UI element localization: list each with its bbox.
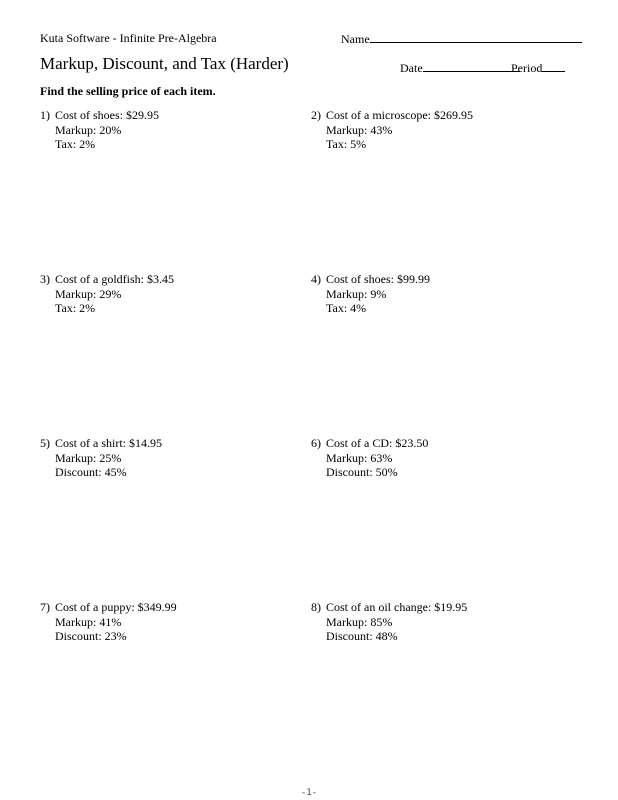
- problem-discount: Discount: 45%: [55, 465, 127, 479]
- date-label: Date: [400, 61, 423, 75]
- problem-markup: Markup: 41%: [55, 614, 122, 629]
- problem-item-cost: Cost of shoes: $29.95: [55, 108, 160, 122]
- period-label: Period: [511, 61, 543, 75]
- problem-tax: Tax: 5%: [326, 137, 367, 151]
- date-blank-line[interactable]: [423, 60, 520, 72]
- problem-markup: Markup: 29%: [55, 286, 122, 301]
- instructions: Find the selling price of each item.: [40, 84, 216, 98]
- problem-number: 4): [311, 272, 321, 286]
- name-label: Name: [341, 32, 370, 46]
- period-blank-line[interactable]: [542, 60, 565, 72]
- problem-number: 7): [40, 600, 50, 614]
- period-field-group: [511, 60, 565, 76]
- problem-item-cost: Cost of shoes: $99.99: [326, 272, 431, 286]
- page-number: -1-: [300, 788, 318, 798]
- problem-number: 5): [40, 436, 50, 450]
- problem-item-cost: Cost of an oil change: $19.95: [326, 600, 468, 614]
- publisher-label: Kuta Software - Infinite Pre-Algebra: [40, 31, 217, 45]
- problem-discount: Discount: 23%: [55, 629, 127, 643]
- name-blank-line[interactable]: [370, 31, 582, 43]
- problem-item-cost: Cost of a microscope: $269.95: [326, 108, 473, 122]
- problem-number: 3): [40, 272, 50, 286]
- problem-number: 6): [311, 436, 321, 450]
- problem-tax: Tax: 4%: [326, 301, 367, 315]
- problem-markup: Markup: 20%: [55, 122, 122, 137]
- problem-number: 8): [311, 600, 321, 614]
- problem-item-cost: Cost of a goldfish: $3.45: [55, 272, 174, 286]
- problem-markup: Markup: 43%: [326, 122, 393, 137]
- problem-markup: Markup: 85%: [326, 614, 393, 629]
- date-field-group: [400, 60, 520, 76]
- problem-tax: Tax: 2%: [55, 301, 96, 315]
- problem-markup: Markup: 63%: [326, 450, 393, 465]
- worksheet-title: Markup, Discount, and Tax (Harder): [40, 54, 289, 73]
- problem-discount: Discount: 50%: [326, 465, 398, 479]
- problem-tax: Tax: 2%: [55, 137, 96, 151]
- problem-item-cost: Cost of a CD: $23.50: [326, 436, 429, 450]
- name-field-group: [341, 31, 582, 47]
- problem-discount: Discount: 48%: [326, 629, 398, 643]
- problem-item-cost: Cost of a puppy: $349.99: [55, 600, 177, 614]
- problem-number: 1): [40, 108, 50, 122]
- problem-number: 2): [311, 108, 321, 122]
- problem-markup: Markup: 9%: [326, 286, 387, 301]
- problem-item-cost: Cost of a shirt: $14.95: [55, 436, 162, 450]
- problem-markup: Markup: 25%: [55, 450, 122, 465]
